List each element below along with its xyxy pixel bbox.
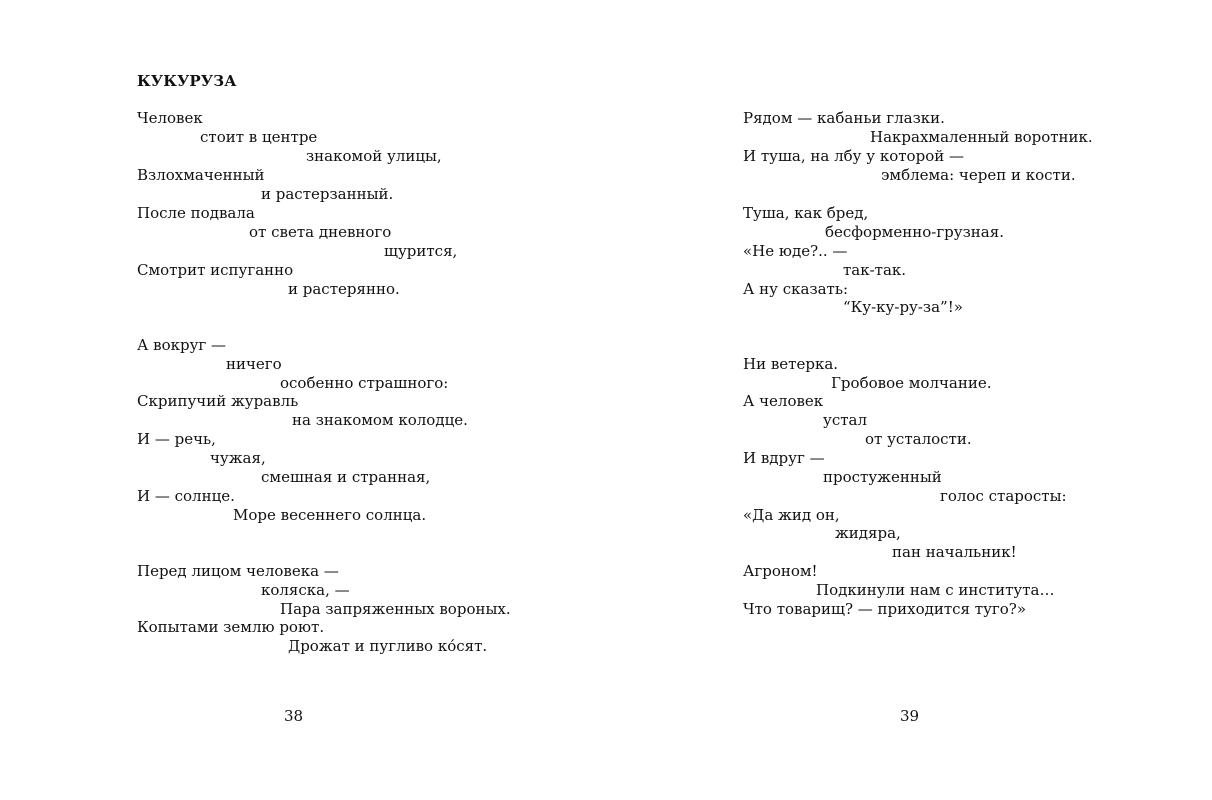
poem-line: знакомой улицы,: [306, 147, 442, 165]
poem-line: щурится,: [384, 242, 458, 260]
poem-line: «Да жид он,: [743, 506, 840, 524]
poem-line: Подкинули нам с института…: [816, 581, 1055, 599]
poem-line: Море весеннего солнца.: [233, 506, 427, 524]
poem-line: Агроном!: [743, 562, 818, 580]
poem-line: эмблема: череп и кости.: [881, 166, 1076, 184]
poem-line: Смотрит испуганно: [137, 261, 294, 279]
poem-line: голос старосты:: [940, 487, 1067, 505]
poem-line: Гробовое молчание.: [831, 374, 992, 392]
poem-line: чужая,: [210, 449, 266, 467]
right-page: [606, 0, 1212, 800]
poem-line: стоит в центре: [200, 128, 318, 146]
poem-line: Копытами землю роют.: [137, 618, 325, 636]
poem-line: Взлохмаченный: [137, 166, 265, 184]
poem-line: от света дневного: [249, 223, 392, 241]
poem-line: и растерзанный.: [261, 185, 394, 203]
poem-line: и растерянно.: [288, 280, 400, 298]
poem-line: Что товарищ? — приходится туго?»: [743, 600, 1027, 618]
poem-line: И вдруг —: [743, 449, 825, 467]
poem-line: Дрожат и пугливо ко́сят.: [288, 637, 488, 655]
poem-line: И туша, на лбу у которой —: [743, 147, 964, 165]
poem-line: на знакомом колодце.: [292, 411, 468, 429]
poem-line: простуженный: [823, 468, 942, 486]
poem-line: Накрахмаленный воротник.: [870, 128, 1093, 146]
poem-line: А вокруг —: [137, 336, 227, 354]
poem-line: И — речь,: [137, 430, 216, 448]
poem-line: Пара запряженных вороных.: [280, 600, 511, 618]
poem-line: «Не юде?.. —: [743, 242, 848, 260]
poem-line: коляска, —: [261, 581, 350, 599]
poem-line: Перед лицом человека —: [137, 562, 339, 580]
poem-line: “Ку-ку-ру-за”!»: [843, 298, 963, 316]
poem-line: А человек: [743, 392, 824, 410]
poem-line: устал: [823, 411, 867, 429]
poem-line: Туша, как бред,: [743, 204, 869, 222]
poem-title: КУКУРУЗА: [137, 72, 237, 90]
poem-line: После подвала: [137, 204, 255, 222]
poem-line: Рядом — кабаньи глазки.: [743, 109, 945, 127]
poem-line: бесформенно-грузная.: [825, 223, 1004, 241]
poem-line: Ни ветерка.: [743, 355, 839, 373]
poem-line: Человек: [137, 109, 203, 127]
poem-line: А ну сказать:: [743, 280, 849, 298]
page-number: 38: [284, 707, 304, 725]
poem-line: ничего: [226, 355, 282, 373]
poem-line: особенно страшного:: [280, 374, 449, 392]
poem-line: Скрипучий журавль: [137, 392, 299, 410]
poem-line: смешная и странная,: [261, 468, 431, 486]
page-number: 39: [900, 707, 920, 725]
poem-line: жидяра,: [835, 524, 901, 542]
poem-line: от усталости.: [865, 430, 972, 448]
poem-line: пан начальник!: [892, 543, 1017, 561]
poem-line: И — солнце.: [137, 487, 235, 505]
poem-line: так-так.: [843, 261, 907, 279]
